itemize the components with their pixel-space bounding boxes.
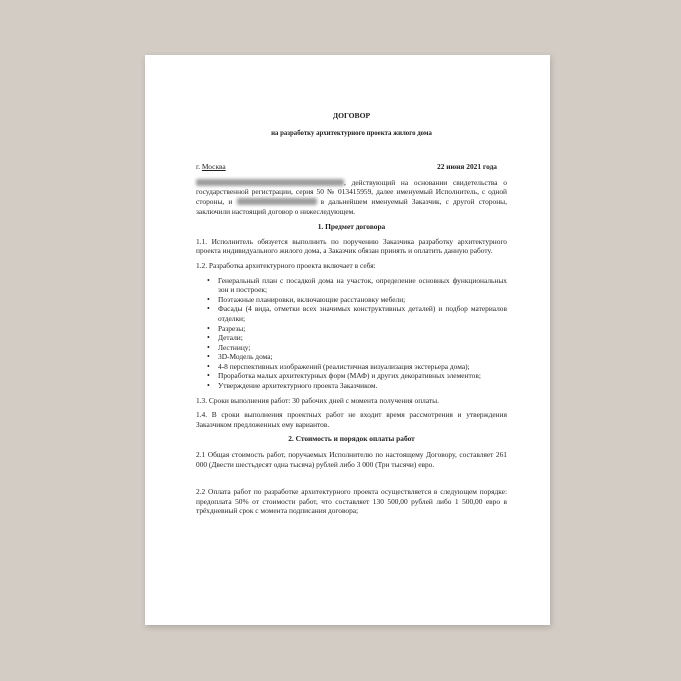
- list-item: • Лестницу;: [218, 343, 507, 353]
- list-item: • Фасады (4 вида, отметки всех значимых конструктивных деталей) и подбор материалов отделки;: [218, 304, 507, 323]
- contract-date: 22 июня 2021 года: [437, 162, 497, 172]
- clause-2-2: 2.2 Оплата работ по разработке архитектурного проекта осуществляется в следующем порядке: предоплата 50% от стоимости работ, что составляет 130 500,00 рублей либо 1 500,00 евро в трёхдневный срок с момента подписания договора;: [196, 487, 507, 516]
- redacted-executor-name: [196, 179, 344, 186]
- scope-list: [196, 276, 507, 391]
- list-item: • 4-8 перспективных изображений (реалистичная визуализация экстерьера дома);: [218, 362, 507, 372]
- document-title: ДОГОВОР: [332, 111, 371, 120]
- city: Москва: [201, 162, 226, 172]
- list-item: • Разрезы;: [218, 324, 507, 334]
- list-item: • Детали;: [218, 333, 507, 343]
- clause-1-1: 1.1. Исполнитель обязуется выполнить по поручению Заказчика разработку архитектурного проекта индивидуального жилого дома, а Заказчик обязан принять и оплатить данную работу.: [196, 236, 507, 256]
- section-1-title: 1. Предмет договора: [317, 222, 386, 232]
- list-item: • Утверждение архитектурного проекта Заказчиком.: [218, 381, 507, 391]
- clause-1-3: 1.3. Сроки выполнения работ: 30 рабочих дней с момента получения оплаты.: [196, 395, 439, 405]
- place-date-line: [196, 162, 507, 172]
- list-item: • Проработка малых архитектурных форм (МАФ) и других декоративных элементов;: [218, 371, 507, 381]
- redacted-customer-name: [237, 198, 317, 205]
- clause-1-4: 1.4. В сроки выполнения проектных работ не входит время рассмотрения и утверждения Заказчиком предложенных ему вариантов.: [196, 410, 507, 429]
- preamble: [196, 178, 507, 216]
- document-subtitle: на разработку архитектурного проекта жилого дома: [271, 129, 432, 137]
- clause-1-2: 1.2. Разработка архитектурного проекта включает в себя:: [196, 260, 376, 270]
- clause-2-1: 2.1 Общая стоимость работ, поручаемых Исполнителю по настоящему Договору, составляет 261 000 (Двести шестьдесят одна тысяча) рублей либо 3 000 (Три тысячи) евро.: [196, 450, 507, 469]
- document-content: [196, 111, 507, 516]
- list-item: • Поэтажные планировки, включающие расстановку мебели;: [218, 295, 507, 305]
- section-2-title: 2. Стоимость и порядок оплаты работ: [288, 434, 415, 444]
- list-item: • 3D-Модель дома;: [218, 352, 507, 362]
- preamble-part1: , действующий на основании свидетельства о государственной регистрации, серия 50 № 013415959, далее именуемый Исполнитель, с одной стороны, и: [196, 177, 507, 206]
- city-prefix: г.: [196, 162, 202, 172]
- city-block: [196, 162, 226, 172]
- document-page: [145, 55, 550, 625]
- list-item: • Генеральный план с посадкой дома на участок, определение основных функциональных зон и построек;: [218, 276, 507, 295]
- preamble-part2: в дальнейшем именуемый Заказчик, с другой стороны, заключили настоящий договор о нижеследующем.: [196, 196, 507, 216]
